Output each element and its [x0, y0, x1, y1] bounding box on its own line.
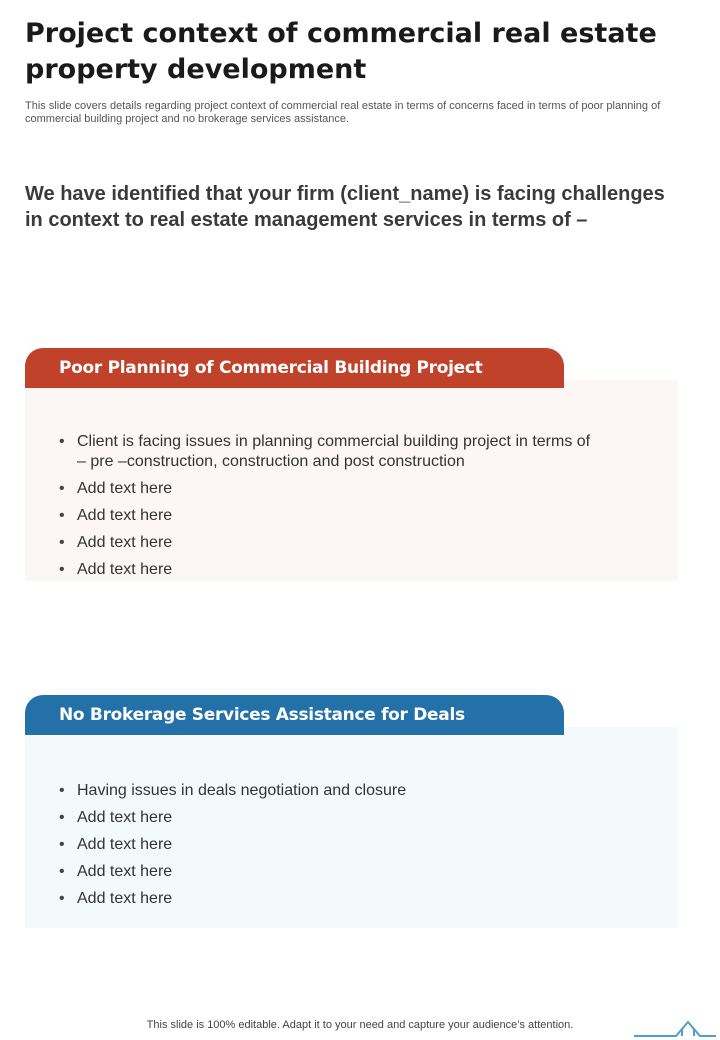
- bullet-icon: •: [59, 561, 65, 578]
- challenge-card-poor-planning: [25, 348, 678, 581]
- list-item: • Add text here: [59, 507, 173, 524]
- card-body-no-brokerage: [25, 727, 678, 928]
- list-item: • Add text here: [59, 809, 173, 826]
- bullet-icon: •: [59, 433, 65, 450]
- challenge-card-no-brokerage: [25, 695, 678, 928]
- list-item: • Add text here: [59, 836, 173, 853]
- bullet-icon: •: [59, 534, 65, 551]
- page-title: Project context of commercial real estate property development: [25, 18, 657, 85]
- bullet-icon: •: [59, 863, 65, 880]
- list-item: • Add text here: [59, 534, 173, 551]
- footer-note: This slide is 100% editable. Adapt it to your need and capture your audience’s attention.: [146, 1019, 574, 1031]
- bullet-icon: •: [59, 809, 65, 826]
- list-item: • Add text here: [59, 561, 173, 578]
- bullet-icon: •: [59, 890, 65, 907]
- house-outline-icon: [630, 1016, 720, 1040]
- card-header-poor-planning: Poor Planning of Commercial Building Project: [25, 348, 564, 388]
- list-item: • Add text here: [59, 890, 173, 907]
- card-list-poor-planning: [59, 432, 599, 587]
- card-header-no-brokerage: No Brokerage Services Assistance for Deals: [25, 695, 564, 735]
- list-item: • Having issues in deals negotiation and closure: [59, 782, 407, 799]
- page-subtitle: This slide covers details regarding project context of commercial real estate in terms of concerns faced in terms of poor planning of commercial building project and no brokerage services assistance.: [25, 100, 661, 125]
- bullet-icon: •: [59, 782, 65, 799]
- card-body-poor-planning: [25, 380, 678, 581]
- bullet-icon: •: [59, 480, 65, 497]
- list-item: • Client is facing issues in planning commercial building project in terms of – pre –construction, construction and post construction: [59, 433, 591, 470]
- lead-statement: We have identified that your firm (client_name) is facing challenges in context to real estate management services in terms of –: [25, 183, 665, 231]
- bullet-icon: •: [59, 836, 65, 853]
- bullet-icon: •: [59, 507, 65, 524]
- card-list-no-brokerage: [59, 781, 599, 916]
- list-item: • Add text here: [59, 863, 173, 880]
- list-item: • Add text here: [59, 480, 173, 497]
